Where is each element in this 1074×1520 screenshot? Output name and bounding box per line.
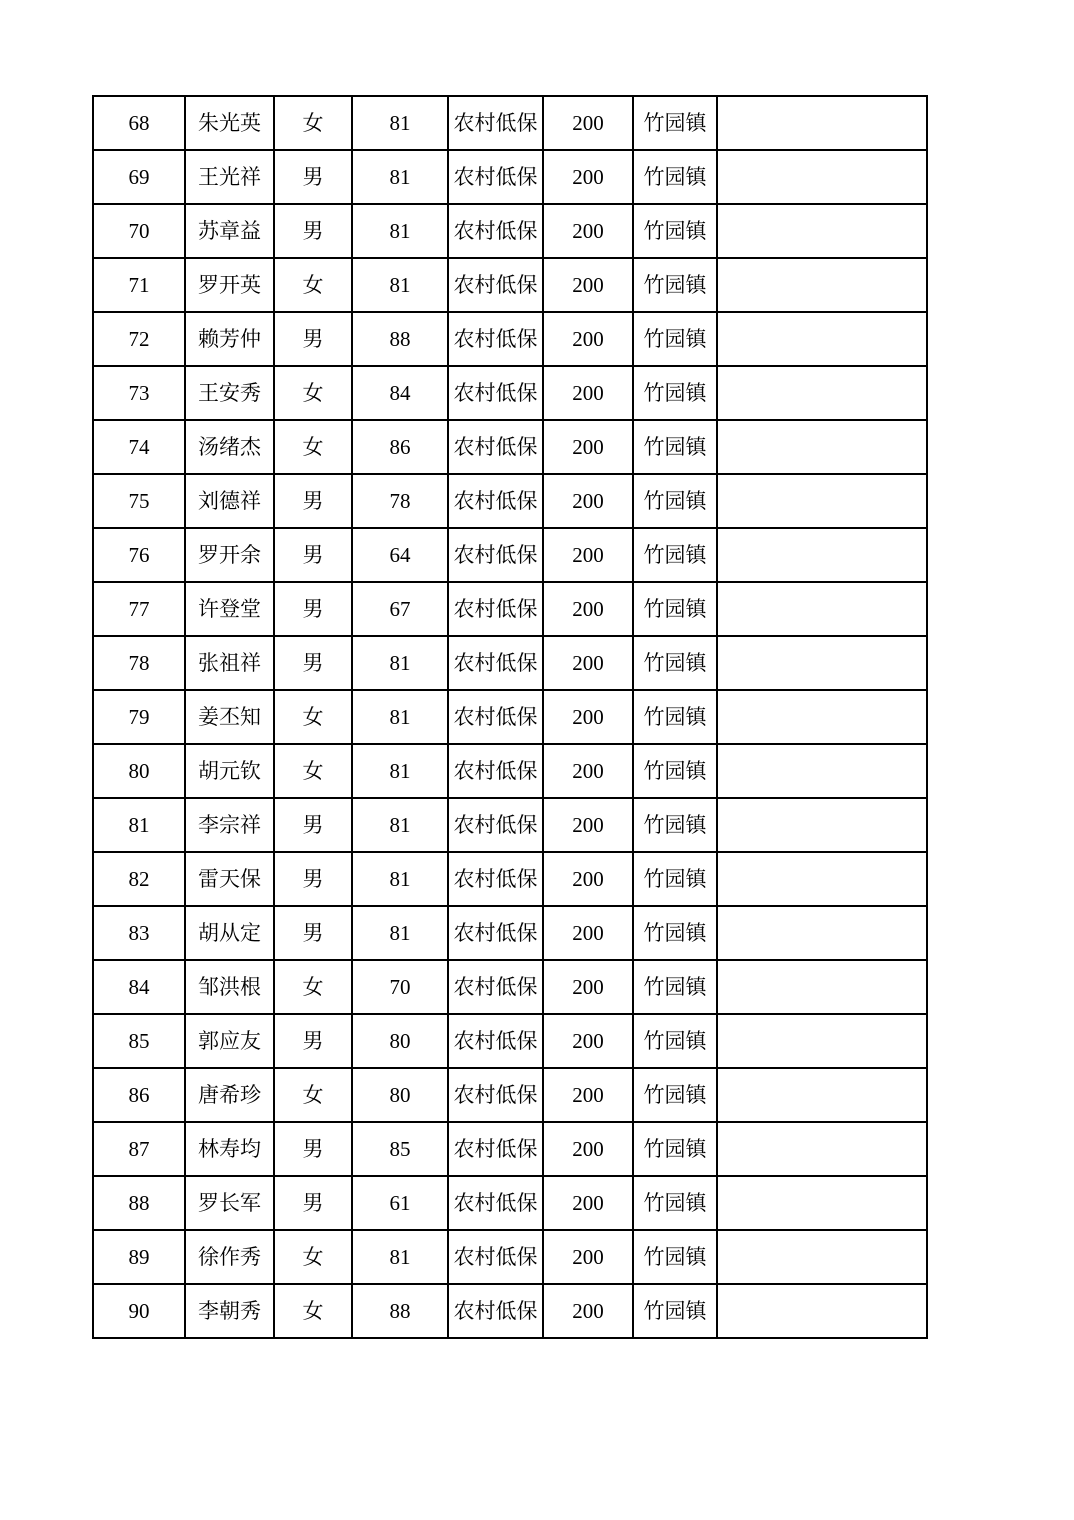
cell-gender: 女 bbox=[274, 258, 352, 312]
cell-category: 农村低保 bbox=[448, 690, 543, 744]
cell-category: 农村低保 bbox=[448, 582, 543, 636]
cell-age: 61 bbox=[352, 1176, 448, 1230]
cell-note bbox=[717, 474, 927, 528]
cell-name: 王安秀 bbox=[185, 366, 274, 420]
cell-category: 农村低保 bbox=[448, 1014, 543, 1068]
cell-note bbox=[717, 150, 927, 204]
cell-no: 75 bbox=[93, 474, 185, 528]
cell-age: 78 bbox=[352, 474, 448, 528]
cell-age: 81 bbox=[352, 96, 448, 150]
cell-note bbox=[717, 1014, 927, 1068]
table-row bbox=[93, 852, 927, 906]
cell-no: 68 bbox=[93, 96, 185, 150]
cell-amount: 200 bbox=[543, 1014, 633, 1068]
cell-no: 83 bbox=[93, 906, 185, 960]
table-row bbox=[93, 204, 927, 258]
cell-name: 王光祥 bbox=[185, 150, 274, 204]
cell-town: 竹园镇 bbox=[633, 1122, 717, 1176]
table-row bbox=[93, 1230, 927, 1284]
cell-amount: 200 bbox=[543, 204, 633, 258]
cell-gender: 女 bbox=[274, 96, 352, 150]
cell-name: 唐希珍 bbox=[185, 1068, 274, 1122]
cell-name: 邹洪根 bbox=[185, 960, 274, 1014]
cell-age: 81 bbox=[352, 798, 448, 852]
cell-amount: 200 bbox=[543, 258, 633, 312]
cell-no: 87 bbox=[93, 1122, 185, 1176]
cell-no: 77 bbox=[93, 582, 185, 636]
table-row bbox=[93, 1068, 927, 1122]
cell-amount: 200 bbox=[543, 744, 633, 798]
cell-note bbox=[717, 1122, 927, 1176]
cell-gender: 女 bbox=[274, 744, 352, 798]
cell-gender: 男 bbox=[274, 150, 352, 204]
cell-note bbox=[717, 906, 927, 960]
cell-age: 81 bbox=[352, 906, 448, 960]
cell-no: 86 bbox=[93, 1068, 185, 1122]
table-row bbox=[93, 582, 927, 636]
cell-age: 80 bbox=[352, 1068, 448, 1122]
table-row bbox=[93, 1122, 927, 1176]
cell-town: 竹园镇 bbox=[633, 150, 717, 204]
cell-category: 农村低保 bbox=[448, 366, 543, 420]
cell-category: 农村低保 bbox=[448, 204, 543, 258]
cell-no: 71 bbox=[93, 258, 185, 312]
cell-note bbox=[717, 636, 927, 690]
cell-no: 82 bbox=[93, 852, 185, 906]
cell-age: 88 bbox=[352, 1284, 448, 1338]
table-row bbox=[93, 528, 927, 582]
cell-category: 农村低保 bbox=[448, 1284, 543, 1338]
cell-note bbox=[717, 582, 927, 636]
cell-name: 刘德祥 bbox=[185, 474, 274, 528]
cell-no: 74 bbox=[93, 420, 185, 474]
cell-amount: 200 bbox=[543, 798, 633, 852]
cell-no: 89 bbox=[93, 1230, 185, 1284]
cell-age: 85 bbox=[352, 1122, 448, 1176]
cell-name: 姜丕知 bbox=[185, 690, 274, 744]
cell-gender: 男 bbox=[274, 1122, 352, 1176]
cell-category: 农村低保 bbox=[448, 150, 543, 204]
cell-gender: 女 bbox=[274, 1068, 352, 1122]
table-row bbox=[93, 1284, 927, 1338]
table-row bbox=[93, 1014, 927, 1068]
cell-name: 徐作秀 bbox=[185, 1230, 274, 1284]
cell-note bbox=[717, 96, 927, 150]
table-row bbox=[93, 420, 927, 474]
cell-amount: 200 bbox=[543, 528, 633, 582]
cell-gender: 男 bbox=[274, 636, 352, 690]
cell-note bbox=[717, 366, 927, 420]
cell-name: 朱光英 bbox=[185, 96, 274, 150]
cell-category: 农村低保 bbox=[448, 1230, 543, 1284]
cell-town: 竹园镇 bbox=[633, 690, 717, 744]
cell-amount: 200 bbox=[543, 582, 633, 636]
cell-name: 林寿均 bbox=[185, 1122, 274, 1176]
cell-note bbox=[717, 1284, 927, 1338]
cell-amount: 200 bbox=[543, 960, 633, 1014]
cell-note bbox=[717, 798, 927, 852]
cell-no: 79 bbox=[93, 690, 185, 744]
cell-name: 胡从定 bbox=[185, 906, 274, 960]
cell-no: 76 bbox=[93, 528, 185, 582]
cell-age: 88 bbox=[352, 312, 448, 366]
table-row bbox=[93, 906, 927, 960]
cell-town: 竹园镇 bbox=[633, 582, 717, 636]
table-row bbox=[93, 744, 927, 798]
cell-category: 农村低保 bbox=[448, 1176, 543, 1230]
cell-category: 农村低保 bbox=[448, 852, 543, 906]
cell-no: 88 bbox=[93, 1176, 185, 1230]
cell-age: 64 bbox=[352, 528, 448, 582]
cell-amount: 200 bbox=[543, 1122, 633, 1176]
cell-no: 72 bbox=[93, 312, 185, 366]
cell-amount: 200 bbox=[543, 420, 633, 474]
cell-gender: 男 bbox=[274, 528, 352, 582]
cell-no: 80 bbox=[93, 744, 185, 798]
cell-category: 农村低保 bbox=[448, 744, 543, 798]
cell-age: 84 bbox=[352, 366, 448, 420]
cell-no: 81 bbox=[93, 798, 185, 852]
cell-age: 81 bbox=[352, 636, 448, 690]
cell-name: 罗开余 bbox=[185, 528, 274, 582]
table-row bbox=[93, 474, 927, 528]
cell-amount: 200 bbox=[543, 1230, 633, 1284]
cell-category: 农村低保 bbox=[448, 420, 543, 474]
cell-amount: 200 bbox=[543, 852, 633, 906]
cell-no: 85 bbox=[93, 1014, 185, 1068]
cell-town: 竹园镇 bbox=[633, 1176, 717, 1230]
cell-no: 69 bbox=[93, 150, 185, 204]
cell-category: 农村低保 bbox=[448, 1122, 543, 1176]
cell-amount: 200 bbox=[543, 906, 633, 960]
cell-amount: 200 bbox=[543, 1068, 633, 1122]
cell-town: 竹园镇 bbox=[633, 474, 717, 528]
cell-town: 竹园镇 bbox=[633, 798, 717, 852]
cell-note bbox=[717, 204, 927, 258]
cell-town: 竹园镇 bbox=[633, 420, 717, 474]
cell-note bbox=[717, 690, 927, 744]
cell-category: 农村低保 bbox=[448, 528, 543, 582]
cell-note bbox=[717, 258, 927, 312]
cell-age: 70 bbox=[352, 960, 448, 1014]
table-row bbox=[93, 636, 927, 690]
cell-town: 竹园镇 bbox=[633, 366, 717, 420]
table-row bbox=[93, 1176, 927, 1230]
cell-note bbox=[717, 1176, 927, 1230]
cell-note bbox=[717, 528, 927, 582]
cell-name: 许登堂 bbox=[185, 582, 274, 636]
cell-amount: 200 bbox=[543, 96, 633, 150]
cell-name: 苏章益 bbox=[185, 204, 274, 258]
cell-name: 胡元钦 bbox=[185, 744, 274, 798]
table-row bbox=[93, 690, 927, 744]
cell-note bbox=[717, 852, 927, 906]
table-row bbox=[93, 798, 927, 852]
cell-age: 81 bbox=[352, 852, 448, 906]
cell-town: 竹园镇 bbox=[633, 960, 717, 1014]
cell-gender: 男 bbox=[274, 204, 352, 258]
cell-note bbox=[717, 1230, 927, 1284]
cell-name: 郭应友 bbox=[185, 1014, 274, 1068]
cell-gender: 女 bbox=[274, 690, 352, 744]
cell-town: 竹园镇 bbox=[633, 96, 717, 150]
cell-name: 雷天保 bbox=[185, 852, 274, 906]
cell-amount: 200 bbox=[543, 636, 633, 690]
cell-age: 81 bbox=[352, 150, 448, 204]
cell-no: 73 bbox=[93, 366, 185, 420]
cell-category: 农村低保 bbox=[448, 474, 543, 528]
cell-gender: 男 bbox=[274, 312, 352, 366]
cell-age: 81 bbox=[352, 204, 448, 258]
cell-no: 78 bbox=[93, 636, 185, 690]
cell-town: 竹园镇 bbox=[633, 906, 717, 960]
cell-amount: 200 bbox=[543, 150, 633, 204]
cell-category: 农村低保 bbox=[448, 312, 543, 366]
cell-category: 农村低保 bbox=[448, 96, 543, 150]
cell-gender: 女 bbox=[274, 1284, 352, 1338]
cell-no: 90 bbox=[93, 1284, 185, 1338]
cell-note bbox=[717, 744, 927, 798]
cell-age: 81 bbox=[352, 258, 448, 312]
cell-town: 竹园镇 bbox=[633, 258, 717, 312]
cell-gender: 女 bbox=[274, 366, 352, 420]
cell-name: 李宗祥 bbox=[185, 798, 274, 852]
table-row bbox=[93, 96, 927, 150]
cell-gender: 男 bbox=[274, 474, 352, 528]
cell-no: 70 bbox=[93, 204, 185, 258]
cell-town: 竹园镇 bbox=[633, 852, 717, 906]
cell-town: 竹园镇 bbox=[633, 1014, 717, 1068]
cell-age: 81 bbox=[352, 690, 448, 744]
cell-town: 竹园镇 bbox=[633, 1068, 717, 1122]
cell-category: 农村低保 bbox=[448, 798, 543, 852]
cell-name: 李朝秀 bbox=[185, 1284, 274, 1338]
cell-note bbox=[717, 960, 927, 1014]
cell-note bbox=[717, 312, 927, 366]
cell-category: 农村低保 bbox=[448, 906, 543, 960]
cell-no: 84 bbox=[93, 960, 185, 1014]
cell-gender: 女 bbox=[274, 960, 352, 1014]
cell-town: 竹园镇 bbox=[633, 204, 717, 258]
cell-category: 农村低保 bbox=[448, 1068, 543, 1122]
cell-category: 农村低保 bbox=[448, 258, 543, 312]
cell-note bbox=[717, 420, 927, 474]
cell-town: 竹园镇 bbox=[633, 636, 717, 690]
cell-gender: 男 bbox=[274, 1014, 352, 1068]
cell-amount: 200 bbox=[543, 312, 633, 366]
table-row bbox=[93, 258, 927, 312]
table-row bbox=[93, 150, 927, 204]
cell-note bbox=[717, 1068, 927, 1122]
table-row bbox=[93, 312, 927, 366]
cell-gender: 男 bbox=[274, 1176, 352, 1230]
cell-age: 81 bbox=[352, 1230, 448, 1284]
cell-amount: 200 bbox=[543, 1284, 633, 1338]
cell-town: 竹园镇 bbox=[633, 744, 717, 798]
cell-name: 赖芳仲 bbox=[185, 312, 274, 366]
cell-gender: 男 bbox=[274, 852, 352, 906]
cell-category: 农村低保 bbox=[448, 636, 543, 690]
cell-age: 86 bbox=[352, 420, 448, 474]
cell-town: 竹园镇 bbox=[633, 312, 717, 366]
cell-gender: 男 bbox=[274, 582, 352, 636]
cell-gender: 女 bbox=[274, 1230, 352, 1284]
cell-town: 竹园镇 bbox=[633, 1284, 717, 1338]
benefits-table bbox=[92, 95, 928, 1339]
cell-age: 81 bbox=[352, 744, 448, 798]
table-row bbox=[93, 960, 927, 1014]
cell-name: 罗长军 bbox=[185, 1176, 274, 1230]
table-row bbox=[93, 366, 927, 420]
cell-amount: 200 bbox=[543, 690, 633, 744]
cell-gender: 男 bbox=[274, 906, 352, 960]
cell-age: 80 bbox=[352, 1014, 448, 1068]
cell-gender: 女 bbox=[274, 420, 352, 474]
cell-town: 竹园镇 bbox=[633, 528, 717, 582]
cell-age: 67 bbox=[352, 582, 448, 636]
cell-name: 汤绪杰 bbox=[185, 420, 274, 474]
cell-town: 竹园镇 bbox=[633, 1230, 717, 1284]
cell-amount: 200 bbox=[543, 366, 633, 420]
cell-amount: 200 bbox=[543, 474, 633, 528]
cell-gender: 男 bbox=[274, 798, 352, 852]
table-body bbox=[93, 96, 927, 1338]
cell-name: 罗开英 bbox=[185, 258, 274, 312]
cell-category: 农村低保 bbox=[448, 960, 543, 1014]
cell-name: 张祖祥 bbox=[185, 636, 274, 690]
cell-amount: 200 bbox=[543, 1176, 633, 1230]
